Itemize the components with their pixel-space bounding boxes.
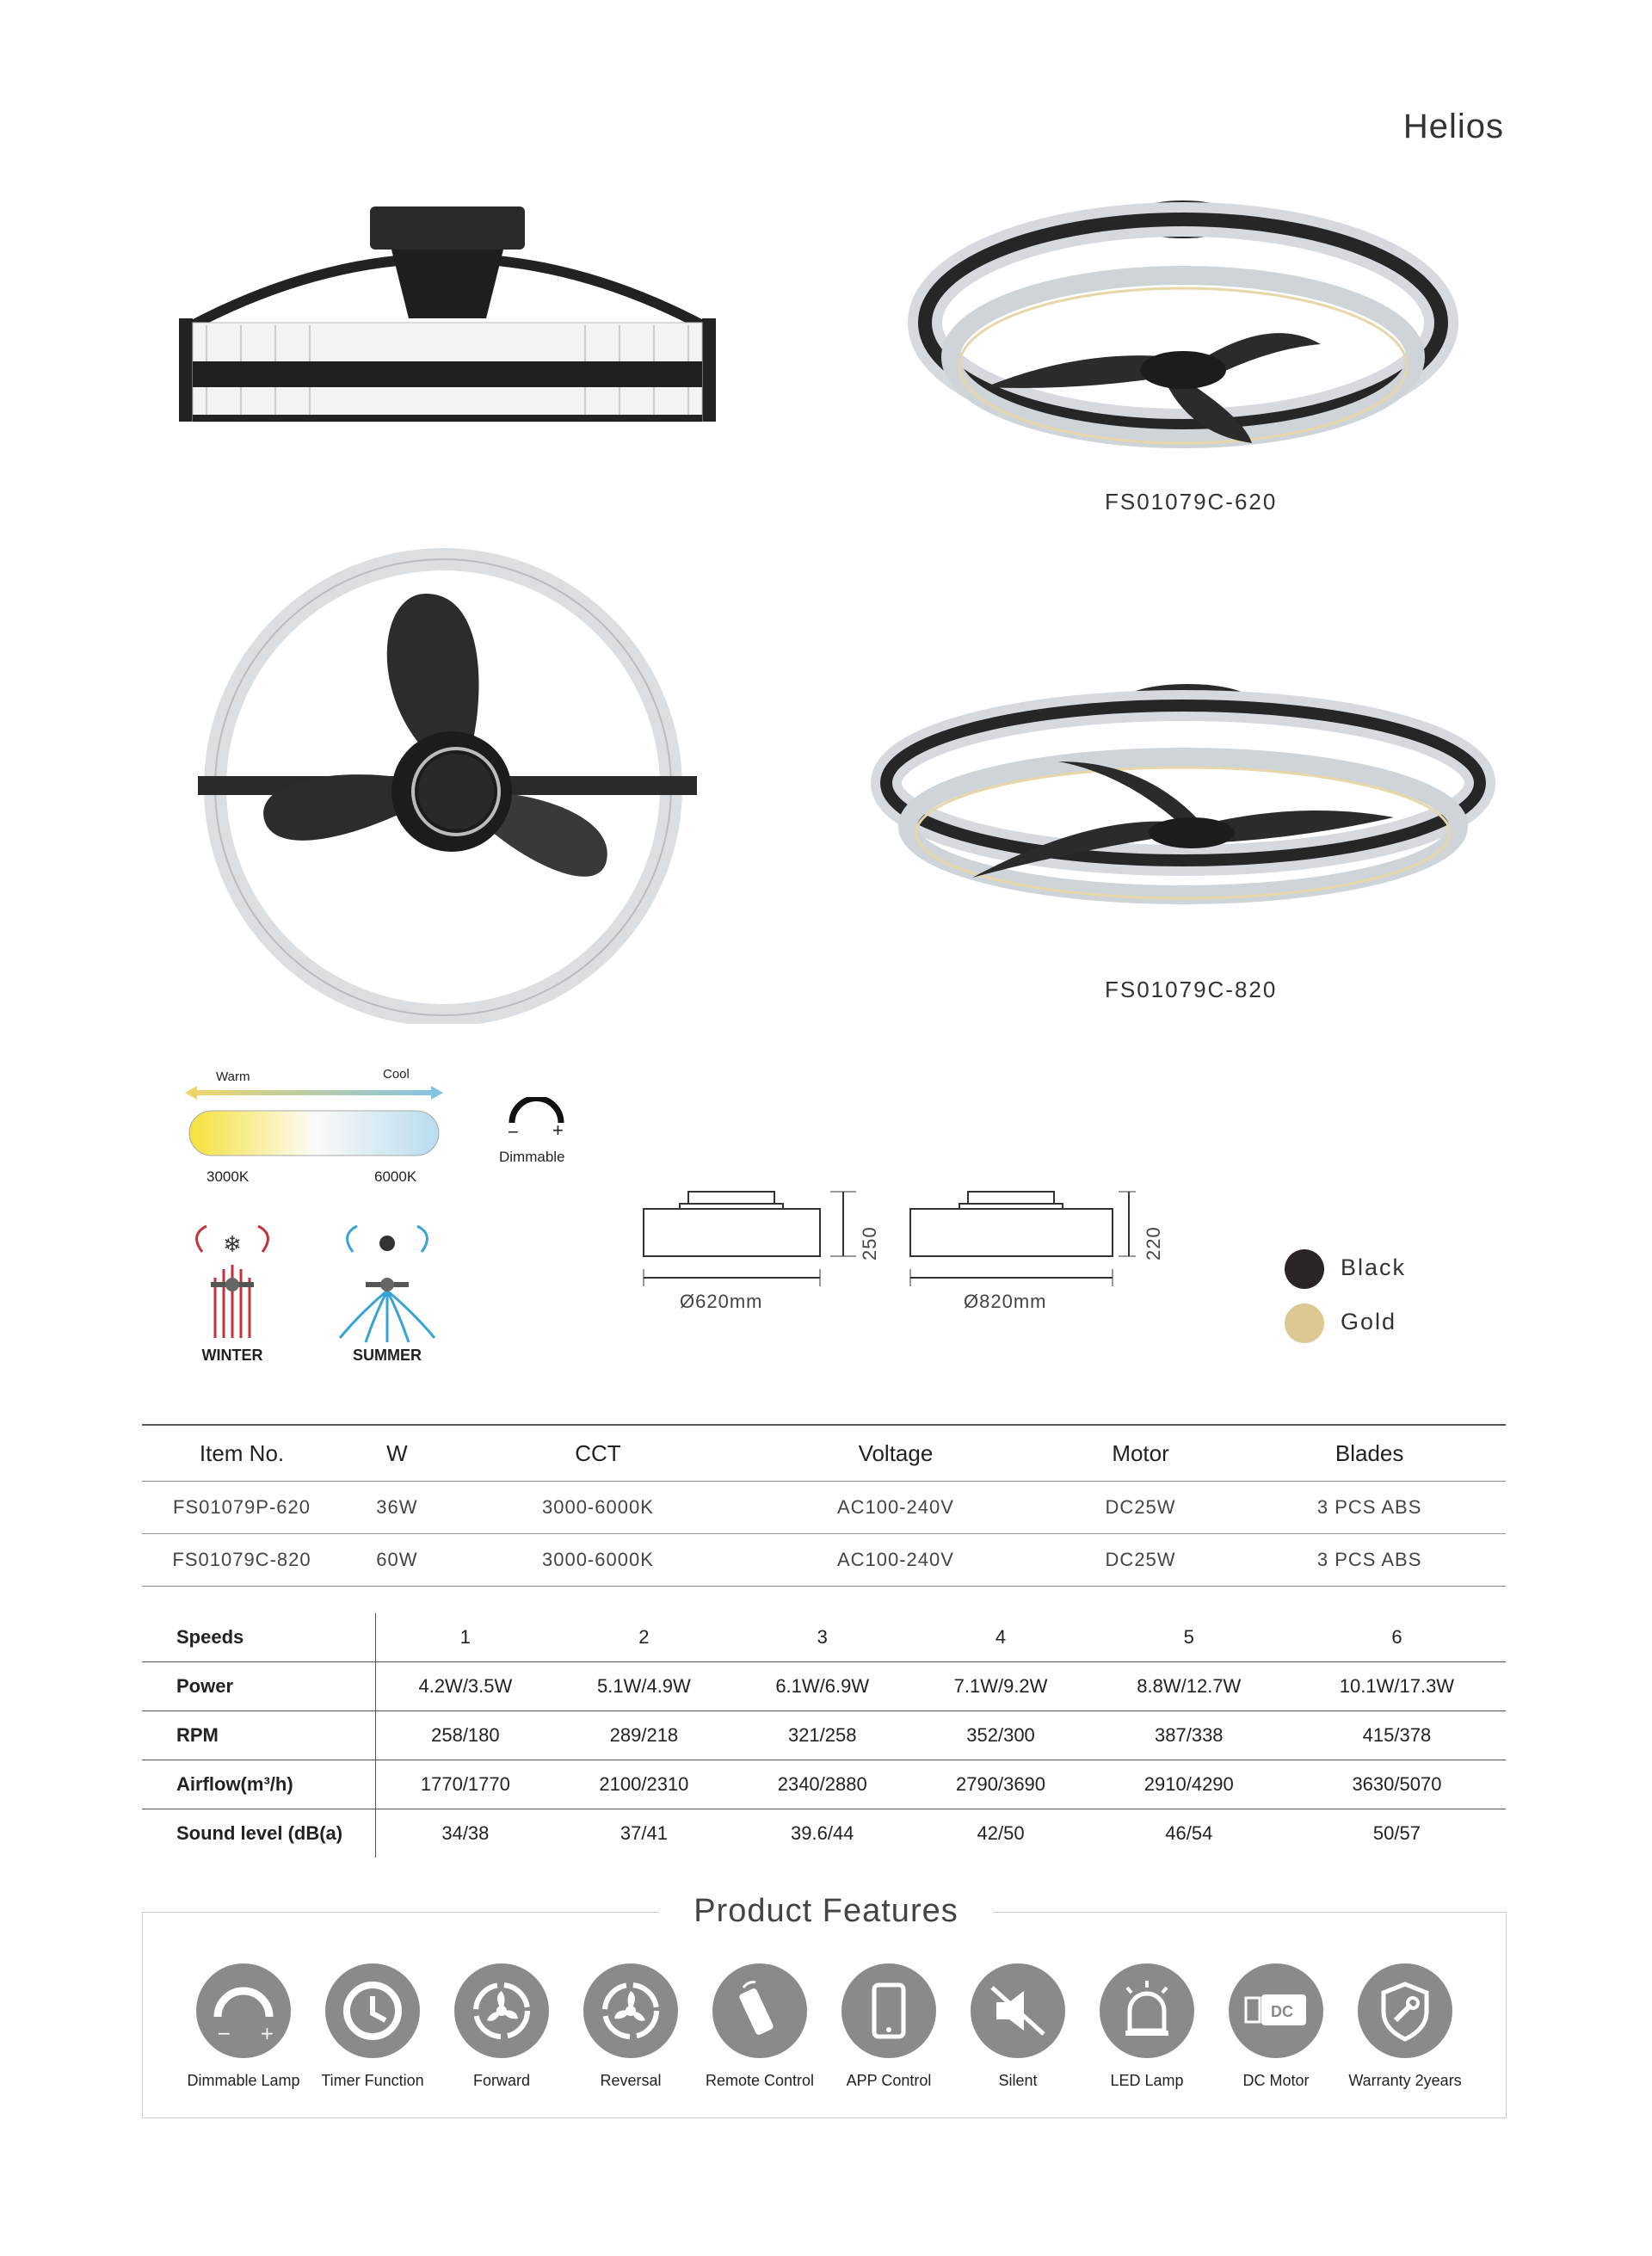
timer-icon — [325, 1963, 420, 2058]
dimmable-icon — [196, 1963, 291, 2058]
table-cell: 7.1W/9.2W — [911, 1662, 1089, 1711]
table-cell: 34/38 — [441, 1822, 490, 1844]
table-cell: 5 — [1090, 1613, 1288, 1662]
table-cell: 3630/5070 — [1288, 1760, 1506, 1809]
color-swatch-black — [1285, 1249, 1407, 1289]
table-cell: AC100-240V — [743, 1482, 1048, 1534]
table-cell: 6.1W/6.9W — [733, 1662, 911, 1711]
model-label-820: FS01079C-820 — [1105, 977, 1278, 1002]
table-cell: 2790/3690 — [911, 1760, 1089, 1809]
feature-warranty — [1341, 1963, 1470, 2090]
feature-label: APP Control — [846, 2072, 932, 2089]
led-lamp-icon — [1100, 1963, 1194, 2058]
dc-text: DC — [1271, 2003, 1293, 2020]
table-cell: FS01079C-820 — [142, 1534, 342, 1587]
spec-header: Voltage — [743, 1425, 1048, 1482]
table-cell: DC25W — [1048, 1534, 1233, 1587]
dc-motor-icon — [1229, 1963, 1323, 2058]
feature-label: Forward — [472, 2072, 530, 2089]
feature-label: Silent — [998, 2072, 1038, 2089]
warm-label: Warm — [216, 1069, 250, 1084]
table-cell: 3000-6000K — [453, 1534, 743, 1587]
black-swatch-icon — [1285, 1249, 1324, 1289]
table-cell: 321/258 — [733, 1711, 911, 1760]
table-row — [142, 1482, 1506, 1534]
dimension-drawing-620 — [637, 1183, 880, 1312]
silent-icon — [971, 1963, 1065, 2058]
diameter-820: Ø820mm — [964, 1291, 1047, 1312]
table-cell: 46/54 — [1165, 1822, 1213, 1844]
phone-icon — [841, 1963, 936, 2058]
feature-remote — [695, 1963, 824, 2090]
spec-table — [142, 1424, 1506, 1587]
dimmable-indicator — [499, 1097, 576, 1166]
table-cell: 50/57 — [1372, 1822, 1421, 1844]
product-angled-view-820 — [869, 680, 1497, 955]
product-side-view — [172, 198, 723, 439]
table-cell: 60W — [342, 1534, 453, 1587]
winter-label: WINTER — [201, 1347, 263, 1364]
table-cell: 39.6/44 — [791, 1822, 854, 1844]
table-cell: 8.8W/12.7W — [1090, 1662, 1288, 1711]
feature-label: Timer Function — [321, 2072, 424, 2089]
winter-mode — [176, 1217, 288, 1365]
table-cell: 2910/4290 — [1090, 1760, 1288, 1809]
feature-dimmable-lamp — [179, 1963, 308, 2090]
table-cell: 289/218 — [555, 1711, 733, 1760]
cct-high-label: 6000K — [374, 1168, 417, 1185]
cct-arrow-icon — [185, 1084, 443, 1101]
table-cell: 4 — [911, 1613, 1089, 1662]
table-cell: 4.2W/3.5W — [376, 1662, 555, 1711]
dimension-drawing-820 — [903, 1183, 1164, 1312]
table-cell: 1770/1770 — [376, 1760, 555, 1809]
summer-mode — [327, 1217, 447, 1365]
table-cell: 3000-6000K — [453, 1482, 743, 1534]
spec-header: CCT — [453, 1425, 743, 1482]
row-label: Sound level (dB(a) — [142, 1809, 376, 1858]
feature-label: Dimmable Lamp — [187, 2072, 300, 2089]
table-cell: FS01079P-620 — [142, 1482, 342, 1534]
table-cell: 1 — [376, 1613, 555, 1662]
table-cell: 2340/2880 — [733, 1760, 911, 1809]
features-title — [0, 1893, 1652, 1930]
spec-header: W — [342, 1425, 453, 1482]
feature-label: LED Lamp — [1110, 2072, 1184, 2089]
warranty-shield-icon — [1358, 1963, 1452, 2058]
height-820: 220 — [1143, 1226, 1164, 1261]
color-label-black: Black — [1341, 1254, 1407, 1280]
table-cell: 36W — [342, 1482, 453, 1534]
feature-dc-motor — [1211, 1963, 1341, 2090]
table-cell: 2 — [555, 1613, 733, 1662]
table-cell: AC100-240V — [743, 1534, 1048, 1587]
table-cell: 415/378 — [1288, 1711, 1506, 1760]
feature-forward — [437, 1963, 566, 2090]
feature-silent — [953, 1963, 1082, 2090]
table-cell: 6 — [1288, 1613, 1506, 1662]
feature-label: Remote Control — [705, 2072, 815, 2089]
feature-app — [824, 1963, 953, 2090]
table-cell: 5.1W/4.9W — [555, 1662, 733, 1711]
height-620: 250 — [859, 1226, 880, 1261]
dimmable-label: Dimmable — [499, 1149, 565, 1165]
spec-header: Blades — [1233, 1425, 1506, 1482]
spec-header: Item No. — [142, 1425, 342, 1482]
table-row — [142, 1534, 1506, 1587]
summer-label: SUMMER — [353, 1347, 422, 1364]
table-row — [142, 1809, 1506, 1858]
table-row — [142, 1613, 1506, 1662]
cct-low-label: 3000K — [206, 1168, 250, 1185]
row-label: Power — [142, 1662, 376, 1711]
model-label-620: FS01079C-620 — [1105, 489, 1278, 515]
feature-label: Reversal — [600, 2072, 662, 2089]
feature-led — [1082, 1963, 1211, 2090]
cct-gradient-bar — [188, 1110, 440, 1156]
color-swatch-gold — [1285, 1304, 1397, 1343]
table-cell: 2100/2310 — [555, 1760, 733, 1809]
forward-fan-icon — [454, 1963, 549, 2058]
feature-label: Warranty 2years — [1348, 2072, 1462, 2089]
svg-text:+: + — [260, 2023, 274, 2043]
table-row — [142, 1711, 1506, 1760]
table-cell: 42/50 — [977, 1822, 1025, 1844]
svg-text:−: − — [217, 2023, 231, 2043]
dim-plus: + — [552, 1119, 564, 1141]
feature-timer — [308, 1963, 437, 2090]
remote-icon — [712, 1963, 807, 2058]
spec-header: Motor — [1048, 1425, 1233, 1482]
row-label: Airflow(m³/h) — [142, 1760, 376, 1809]
gold-swatch-icon — [1285, 1304, 1324, 1343]
features-title-text: Product Features — [659, 1893, 992, 1929]
row-label: Speeds — [142, 1613, 376, 1662]
table-cell: 3 PCS ABS — [1233, 1534, 1506, 1587]
table-cell: 387/338 — [1090, 1711, 1288, 1760]
product-bottom-view — [194, 542, 701, 1024]
summer-airflow-icon — [327, 1217, 447, 1347]
product-angled-view-620 — [908, 194, 1458, 460]
table-cell: 352/300 — [911, 1711, 1089, 1760]
table-row — [142, 1662, 1506, 1711]
performance-table — [142, 1613, 1506, 1858]
cool-label: Cool — [383, 1067, 410, 1082]
svg-text:❄: ❄ — [223, 1231, 242, 1257]
table-cell: 10.1W/17.3W — [1288, 1662, 1506, 1711]
table-cell: 258/180 — [376, 1711, 555, 1760]
dim-minus: − — [508, 1121, 519, 1143]
table-row — [142, 1760, 1506, 1809]
row-label: RPM — [142, 1711, 376, 1760]
feature-reversal — [566, 1963, 695, 2090]
diameter-620: Ø620mm — [680, 1291, 763, 1312]
table-cell: DC25W — [1048, 1482, 1233, 1534]
table-cell: 3 — [733, 1613, 911, 1662]
winter-airflow-icon — [176, 1217, 288, 1347]
feature-label: DC Motor — [1242, 2072, 1310, 2089]
page-title: Helios — [1402, 108, 1504, 145]
spec-header-row — [142, 1425, 1506, 1482]
reversal-fan-icon — [583, 1963, 678, 2058]
color-label-gold: Gold — [1341, 1309, 1397, 1334]
table-cell: 37/41 — [620, 1822, 668, 1844]
table-cell: 3 PCS ABS — [1233, 1482, 1506, 1534]
